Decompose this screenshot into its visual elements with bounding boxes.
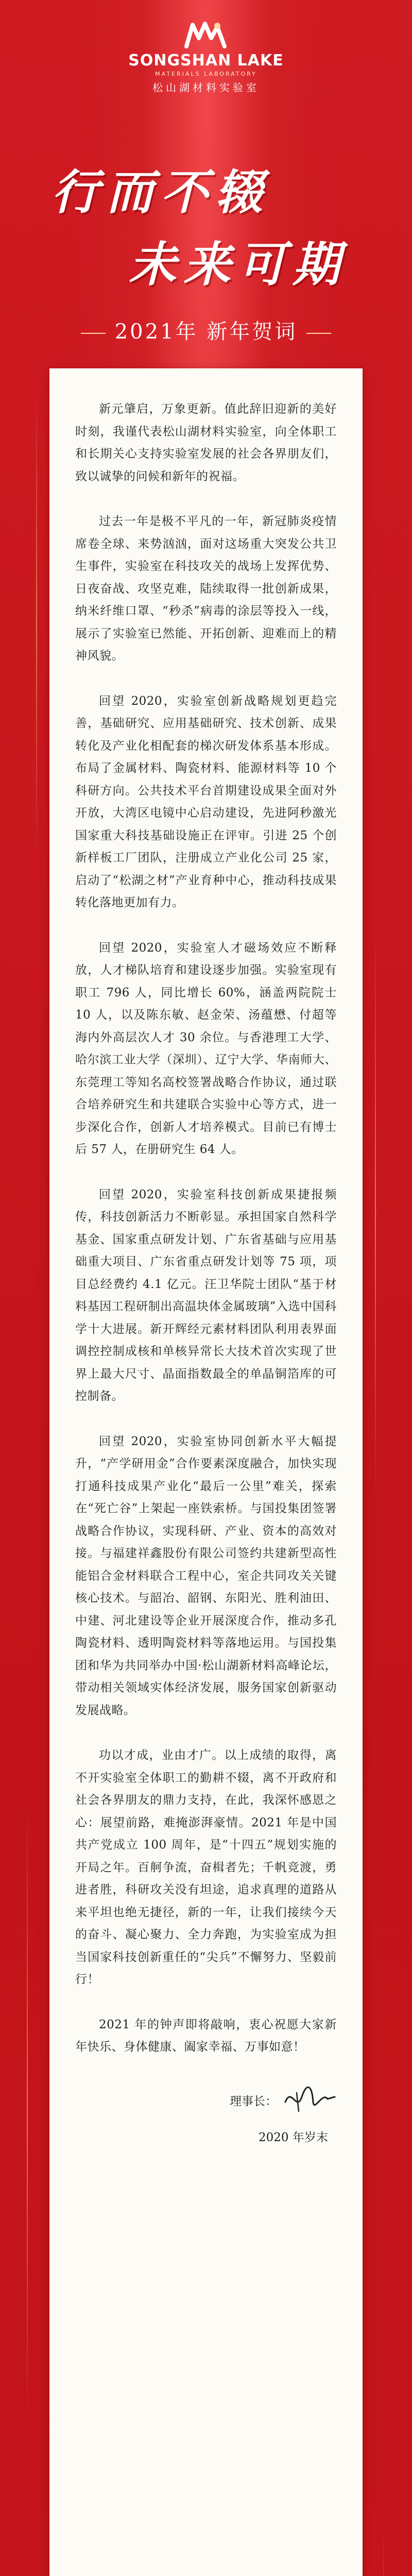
letter-card [49,368,363,2576]
slogan-line-2: 未来可期 [129,236,348,292]
lab-logo-icon [183,20,229,49]
decorative-streak [27,1803,28,2421]
paragraph-8: 2021 年的钟声即将敲响，衷心祝愿大家新年快乐、身体健康、阖家幸福、万事如意！ [75,2018,337,2054]
greeting-title [0,315,412,345]
brand-name-en: SONGSHAN LAKE [128,52,284,70]
paragraph-6: 回望 2020，实验室协同创新水平大幅提升，“产学研用金”合作要素深度融合，加快实现打通科技成果产业化“最后一公里”难关，探索在“死亡谷”上架起一座铁索桥。与国投集团签署战略合作协议，实现科研、产业、资本的高效对接。与福建祥鑫股份有限公司签约共建新型高性能铝合金材料联合工程中心，室企共同攻关关键核心技术。与韶冶、韶钢、东阳光、胜利油田、中建、河北建设等企业开展深度合作，推动多孔陶瓷材料、透明陶瓷材料等落地运用。与国投集团和华为共同举办中国·松山湖新材料高峰论坛，带动相关领域实体经济发展，服务国家创新驱动发展战略。 [75,1434,337,1717]
decorative-streak [383,2524,384,2576]
greeting-title-text: 2021年 新年贺词 [114,320,298,344]
decorative-streak [375,927,376,1494]
paragraph-2: 过去一年是极不平凡的一年，新冠肺炎疫情席卷全球、来势汹汹，面对这场重大突发公共卫生事件，实验室在科技攻关的战场上发挥优势、日夜奋战、攻坚克难，陆续取得一批创新成果，纳米纤维口罩、“秒杀”病毒的涂层等投入一线，展示了实验室已然能、开拓创新、迎难而上的精神风貌。 [75,515,337,663]
paragraph-7: 功以才成，业由才广。以上成绩的取得，离不开实验室全体职工的勤耕不辍，离不开政府和社会各界朋友的鼎力支持，在此，我深怀感恩之心：展望前路，难掩澎湃豪情。2021 年是中国共产党成立 100 周年，是“十四五”规划实施的开局之年。百舸争流，奋楫者先；千帆竞渡，勇进者胜，科研攻关没有坦途，追求真理的道路从来平坦也绝无捷径，新的一年，让我们接续今天的奋斗、凝心聚力、全力奔跑，为实验室成为担当国家科技创新重任的“尖兵”不懈努力、坚毅前行！ [75,1749,337,1986]
signature-date: 2020 年岁末 [259,2130,328,2144]
paragraph-4: 回望 2020，实验室人才磁场效应不断释放，人才梯队培育和建设逐步加强。实验室现有职工 796 人，同比增长 60%，涵盖两院院士 10 人，以及陈东敏、赵金荣、汤蕴懋、付超等海内外高层次人才 30 余位。与香港理工大学、哈尔滨工业大学（深圳）、辽宁大学、华南师大、东莞理工等知名高校签署战略合作协议，通过联合培养研究生和共建联合实验中心等方式，进一步深化合作，创新人才培养模式。目前已有博士后 57 人，在册研究生 64 人。 [75,941,337,1156]
handwritten-signature [281,2081,338,2117]
brand-name-cn: 松山湖材料实验室 [152,81,260,94]
paragraph-1: 新元肇启，万象更新。值此辞旧迎新的美好时刻，我谨代表松山湖材料实验室，向全体职工和长期关心支持实验室发展的社会各界朋友们，致以诚挚的问候和新年的祝福。 [75,402,337,483]
lab-logo [0,20,412,94]
brand-subtitle: MATERIALS LABORATORY [155,71,257,77]
signature-block [75,2081,337,2159]
title-divider-right [306,333,331,334]
paragraph-3: 回望 2020，实验室创新战略规划更趋完善，基础研究、应用基础研究、技术创新、成果转化及产业化相配套的梯次研发体系基本形成。布局了金属材料、陶瓷材料、能源材料等 10 个科研方向。公共技术平台首期建设成果全面对外开放，大湾区电镜中心启动建设，先进阿秒激光国家重大科技基础设施正在评审。引进 25 个创新样板工厂团队，注册成立产业化公司 25 家，启动了“松湖之材”产业育种中心，推动科技成果转化落地更加有力。 [75,694,337,909]
signature-label: 理事长： [230,2094,277,2108]
paragraph-5: 回望 2020，实验室科技创新成果捷报频传，科技创新活力不断彰显。承担国家自然科学基金、国家重点研发计划、广东省基础与应用基础重大项目、广东省重点研发计划等 75 项，项目总经费约 4.1 亿元。汪卫华院士团队“基于材料基因工程研制出高温块体金属玻璃”入选中国科学十大进展。新开辉经元素材料团队利用表界面调控控制成核和单核异常长大技术首次实现了世界上最大尺寸、晶面指数最全的单晶铜箔库的可控制备。 [75,1188,337,1403]
title-divider-left [81,333,106,334]
slogan-line-1: 行而不辍 [52,164,270,220]
decorative-streak [36,392,37,855]
